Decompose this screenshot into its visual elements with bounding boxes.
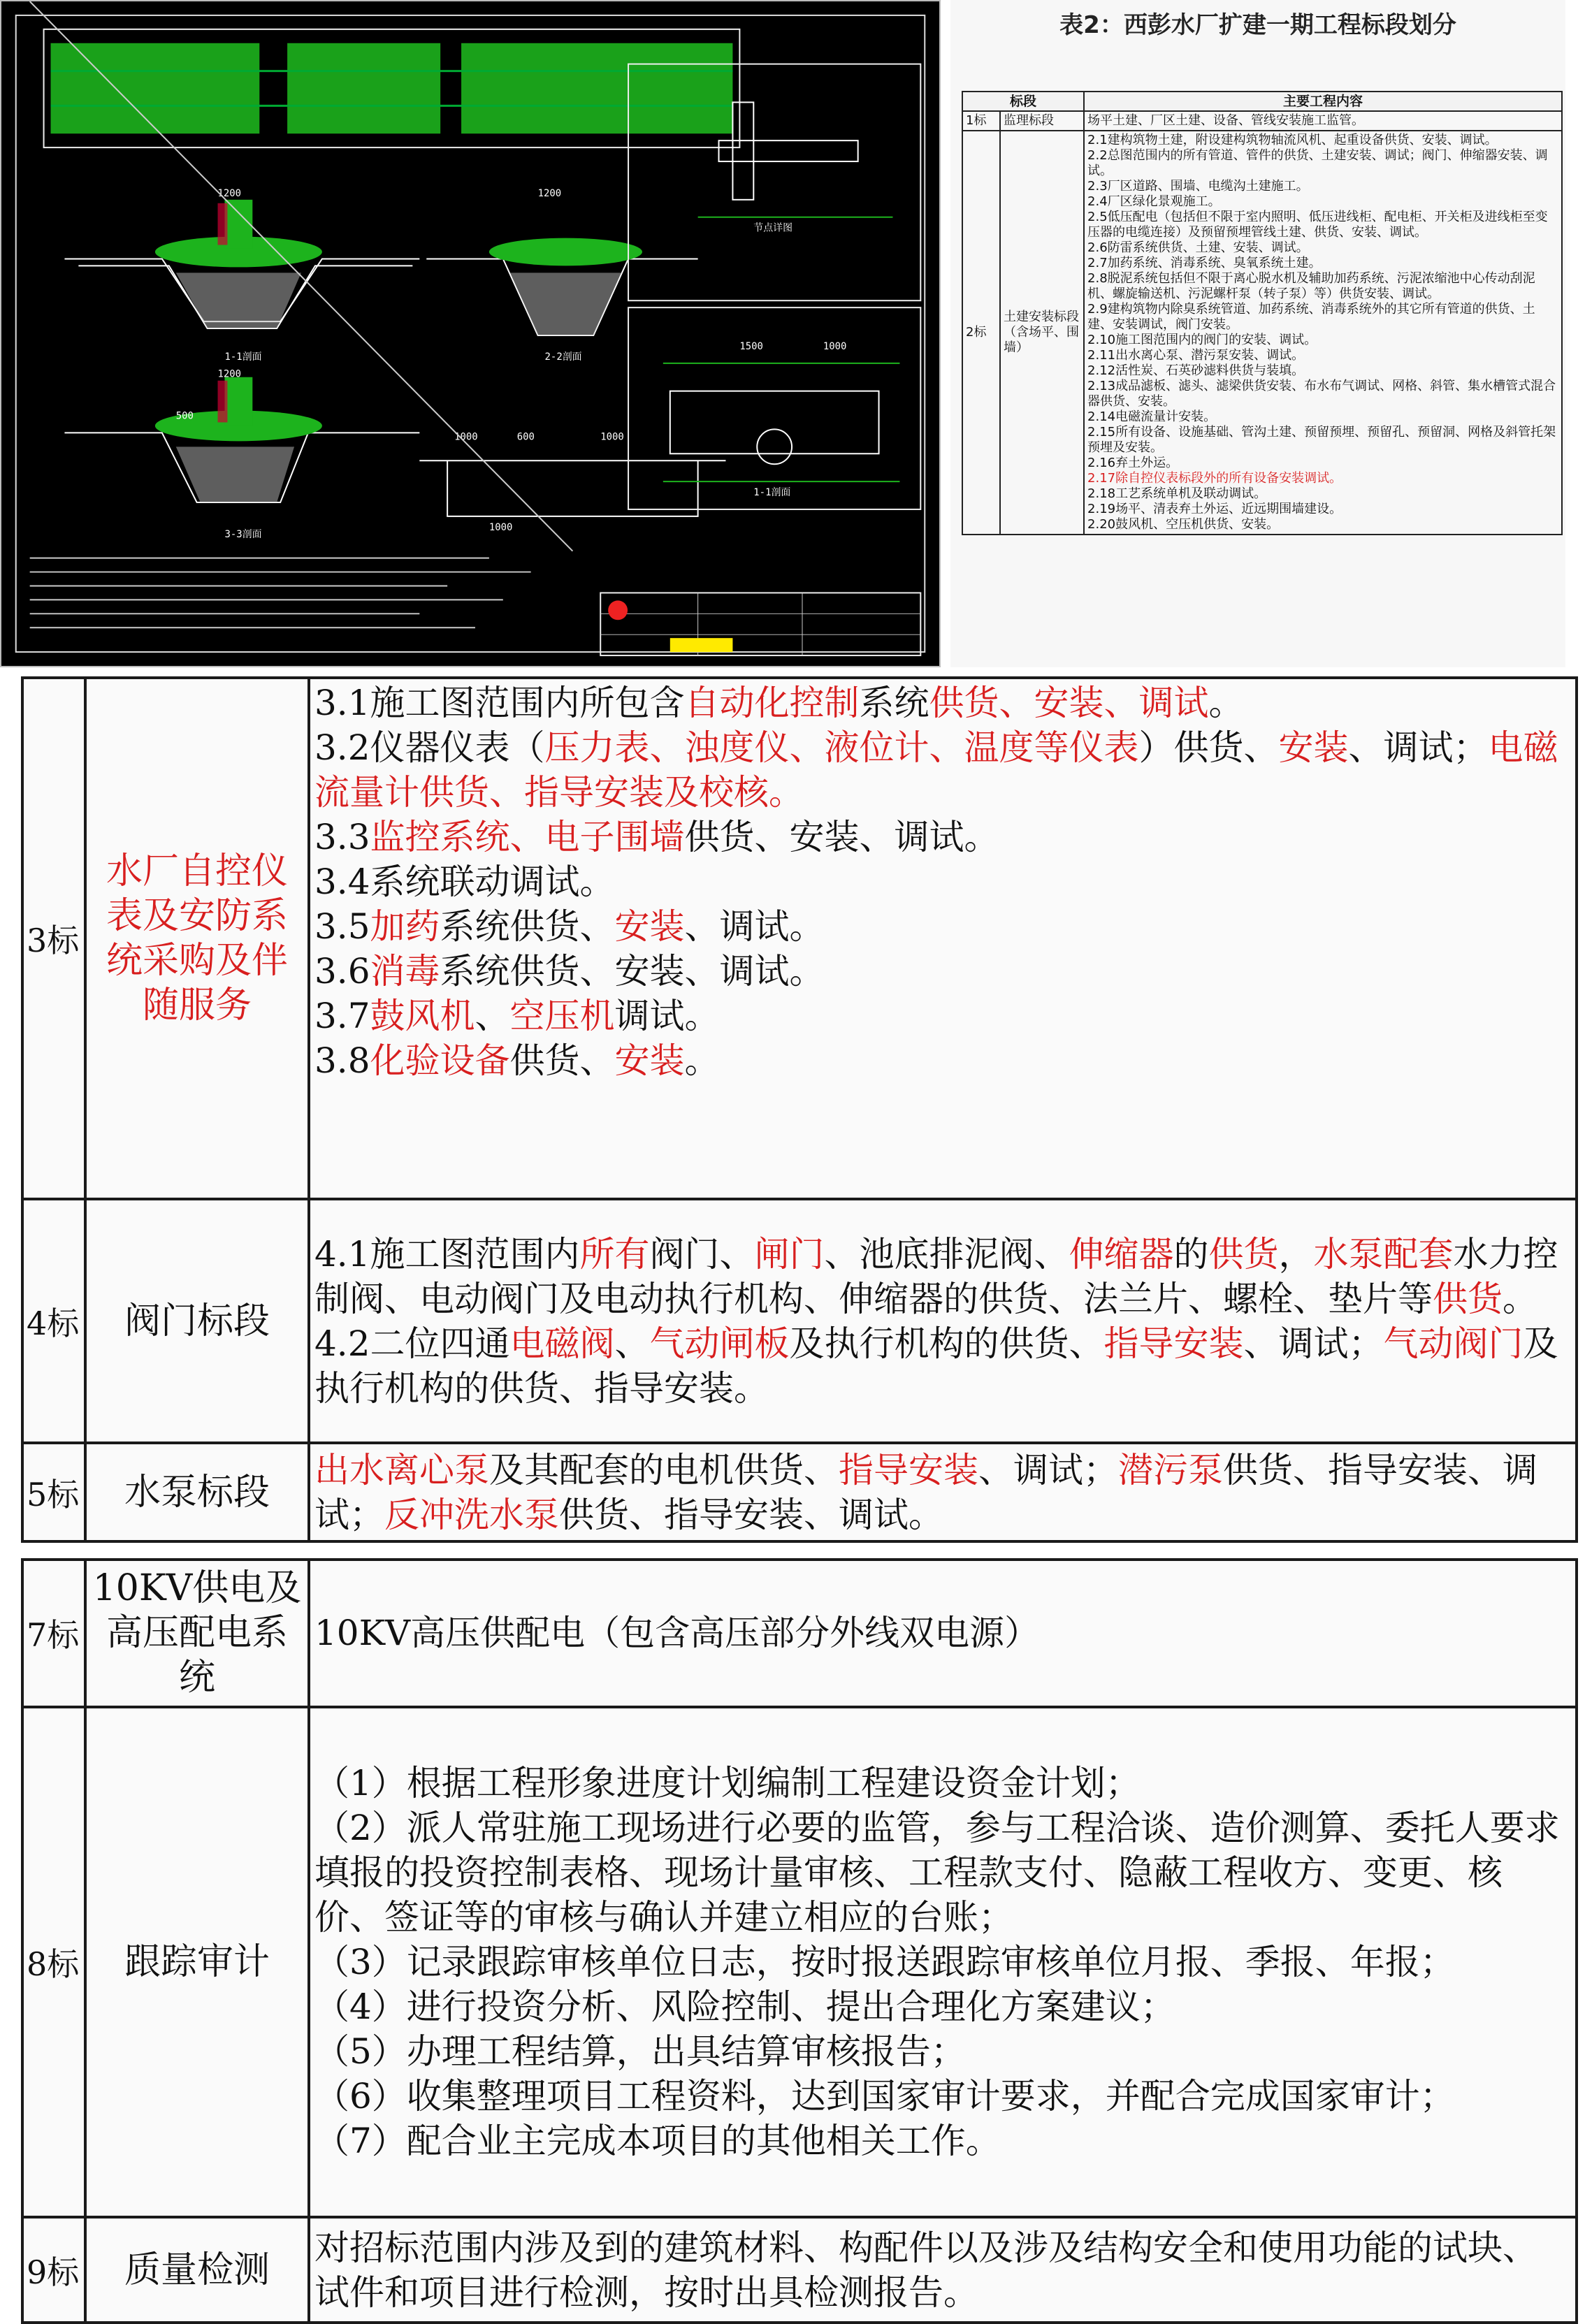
cad-dim: 1200 bbox=[537, 187, 562, 199]
content-line: （2）派人常驻施工现场进行必要的监管，参与工程洽谈、造价测算、委托人要求填报的投资控制表格、现场计量审核、工程款支付、隐蔽工程收方、变更、核价、签证等的审核与确认并建立相应的台账； bbox=[314, 1808, 1560, 1938]
content-text: 、 bbox=[475, 996, 510, 1036]
content-text: 3.4系统联动调试。 bbox=[314, 862, 615, 902]
row-section: 10KV供电及高压配电系统 bbox=[85, 1560, 309, 1707]
content-text: 调试。 bbox=[614, 996, 720, 1036]
content-text: 。 bbox=[1503, 1278, 1537, 1319]
content-text: 供货、 bbox=[509, 1040, 615, 1081]
content-line: 2.3厂区道路、围墙、电缆沟土建施工。 bbox=[1087, 179, 1309, 194]
highlight-text: 出水离心泵 bbox=[314, 1449, 489, 1490]
cad-label: 2-2剖面 bbox=[544, 351, 582, 363]
highlight-text: 安装 bbox=[1278, 727, 1349, 768]
content-text: 3.6 bbox=[314, 951, 370, 992]
highlight-text: 伸缩器 bbox=[1069, 1233, 1174, 1274]
row-content: 场平土建、厂区土建、设备、管线安装施工监管。 bbox=[1084, 111, 1562, 131]
cad-label: 节点详图 bbox=[753, 222, 793, 234]
highlight-text: 鼓风机 bbox=[370, 996, 475, 1036]
table-row bbox=[962, 131, 1562, 535]
content-text: 、调试。 bbox=[684, 906, 825, 947]
row-content: 10KV高压供配电（包含高压部分外线双电源） bbox=[309, 1560, 1577, 1707]
content-line bbox=[314, 1321, 1571, 1411]
content-line: 2.6防雷系统供货、土建、安装、调试。 bbox=[1087, 240, 1309, 255]
row-section: 土建安装标段（含场平、围墙） bbox=[1000, 131, 1084, 535]
cad-label: 1-1剖面 bbox=[753, 487, 791, 499]
row-content bbox=[309, 1443, 1577, 1541]
section-a-table bbox=[21, 676, 1578, 1543]
content-line: （6）收集整理项目工程资料，达到国家审计要求，并配合完成国家审计； bbox=[314, 2076, 1455, 2117]
content-line: （3）记录跟踪审核单位日志，按时报送跟踪审核单位月报、季报、年报； bbox=[314, 1942, 1455, 1983]
row-section: 水厂自控仪表及安防系统采购及伴随服务 bbox=[85, 678, 309, 1199]
row-content bbox=[309, 678, 1577, 1199]
highlight-text: 压力表、浊度仪、液位计、温度等仪表 bbox=[544, 727, 1139, 768]
section-a bbox=[21, 676, 1578, 1543]
content-text: 3.2仪器仪表（ bbox=[314, 727, 545, 768]
table-row bbox=[22, 1707, 1577, 2218]
highlight-text: 电磁流量计供货、指导安装及校核。 bbox=[314, 727, 1558, 813]
content-line: 2.5低压配电（包括但不限于室内照明、低压进线柜、配电柜、开关柜及进线柜至变压器的电缆连接）及预留预埋管线土建、供货、安装、调试。 bbox=[1087, 210, 1548, 240]
content-line: 2.12活性炭、石英砂滤料供货与装填。 bbox=[1087, 363, 1305, 378]
content-text: 水力控制阀、电动阀门及电动执行机构、伸缩器的供货、法兰片、螺栓、垫片等 bbox=[314, 1233, 1558, 1319]
cad-label: 3-3剖面 bbox=[224, 528, 262, 540]
content-line: 2.16弃土外运。 bbox=[1087, 456, 1179, 470]
highlight-text: 加药 bbox=[370, 906, 440, 947]
section-b bbox=[21, 1558, 1578, 2324]
content-line: 2.2总图范围内的所有管道、管件的供货、土建安装、调试；阀门、伸缩器安装、调试。 bbox=[1087, 148, 1548, 178]
content-text: 。 bbox=[684, 1040, 720, 1081]
row-section: 跟踪审计 bbox=[85, 1707, 309, 2218]
header-content: 主要工程内容 bbox=[1084, 92, 1562, 111]
cad-dim: 500 bbox=[175, 410, 194, 422]
table-header-row bbox=[962, 92, 1562, 111]
cad-dim: 1000 bbox=[488, 521, 513, 533]
content-text: 3.1施工图范围内所包含 bbox=[314, 683, 685, 723]
highlight-text: 自动化控制 bbox=[684, 683, 860, 723]
content-line: 2.18工艺系统单机及联动调试。 bbox=[1087, 486, 1267, 501]
content-text: 、调试； bbox=[1243, 1323, 1384, 1364]
row-section: 质量检测 bbox=[85, 2217, 309, 2323]
highlight-text: 供货 bbox=[1208, 1233, 1279, 1274]
cad-drawing bbox=[0, 0, 941, 667]
cad-dim: 1200 bbox=[217, 187, 242, 199]
highlight-text: 潜污泵 bbox=[1118, 1449, 1223, 1490]
row-content: 对招标范围内涉及到的建筑材料、构配件以及涉及结构安全和使用功能的试块、试件和项目进行检测，按时出具检测报告。 bbox=[309, 2217, 1577, 2323]
row-index: 2标 bbox=[962, 131, 1000, 535]
content-line: 2.10施工图范围内的阀门的安装、调试。 bbox=[1087, 333, 1317, 347]
content-text: 及执行机构的供货、指导安装。 bbox=[314, 1323, 1558, 1409]
highlight-text: 化验设备 bbox=[370, 1040, 510, 1081]
table-row bbox=[22, 678, 1577, 1199]
content-line: 2.9建构筑物内除臭系统管道、加药系统、消毒系统外的其它所有管道的供货、土建、安装调试，阀门安装。 bbox=[1087, 302, 1535, 332]
content-text: 3.7 bbox=[314, 996, 370, 1036]
cad-label: 1-1剖面 bbox=[224, 351, 262, 363]
row-section: 水泵标段 bbox=[85, 1443, 309, 1541]
content-line: 2.19场平、清表弃土外运、近远期围墙建设。 bbox=[1087, 502, 1342, 516]
content-line bbox=[314, 949, 1571, 994]
section-gap bbox=[0, 1543, 1585, 1558]
highlight-text: 气动阀门 bbox=[1383, 1323, 1524, 1364]
content-line: 2.17除自控仪表标段外的所有设备安装调试。 bbox=[1087, 471, 1342, 486]
table2 bbox=[962, 91, 1563, 535]
row-index: 1标 bbox=[962, 111, 1000, 131]
table2-title: 表2：西彭水厂扩建一期工程标段划分 bbox=[1059, 11, 1456, 39]
highlight-text: 电磁阀 bbox=[509, 1323, 615, 1364]
highlight-text: 反冲洗水泵 bbox=[384, 1494, 559, 1535]
row-index: 8标 bbox=[22, 1707, 85, 2218]
content-line: 2.4厂区绿化景观施工。 bbox=[1087, 194, 1221, 209]
row-content bbox=[309, 1199, 1577, 1443]
content-text: 系统供货、安装、调试。 bbox=[440, 951, 825, 992]
content-text: 4.2二位四通 bbox=[314, 1323, 510, 1364]
highlight-text: 安装 bbox=[614, 1040, 685, 1081]
content-line: （7）配合业主完成本项目的其他相关工作。 bbox=[314, 2121, 1001, 2162]
highlight-text: 水泵配套 bbox=[1313, 1233, 1454, 1274]
highlight-text: 气动闸板 bbox=[649, 1323, 790, 1364]
table-row bbox=[22, 1443, 1577, 1541]
cad-dim: 1500 bbox=[739, 340, 763, 352]
content-text: 系统 bbox=[859, 683, 929, 723]
row-index: 5标 bbox=[22, 1443, 85, 1541]
content-line bbox=[314, 725, 1571, 815]
content-text: 及执行机构的供货、 bbox=[789, 1323, 1104, 1364]
content-text: 3.5 bbox=[314, 906, 370, 947]
content-line: 2.11出水离心泵、潜污泵安装、调试。 bbox=[1087, 348, 1305, 363]
content-text: ）供货、 bbox=[1138, 727, 1279, 768]
content-line bbox=[314, 1232, 1571, 1321]
cad-dim: 600 bbox=[516, 431, 535, 443]
table-row bbox=[962, 111, 1562, 131]
cad-drawing-svg bbox=[1, 1, 939, 666]
content-text: 3.3 bbox=[314, 817, 370, 857]
cad-dim: 1000 bbox=[600, 431, 624, 443]
content-text: 。 bbox=[1208, 683, 1244, 723]
highlight-text: 安装 bbox=[614, 906, 685, 947]
content-line bbox=[314, 859, 1571, 904]
content-line: 2.14电磁流量计安装。 bbox=[1087, 409, 1217, 424]
cad-dim: 1200 bbox=[217, 368, 242, 380]
content-line: 2.1建构筑物土建，附设建构筑物轴流风机、起重设备供货、安装、调试。 bbox=[1087, 133, 1498, 147]
row-content bbox=[309, 1707, 1577, 2218]
content-text: ， bbox=[1278, 1233, 1314, 1274]
content-text: 供货、安装、调试。 bbox=[684, 817, 999, 857]
cad-dim: 1000 bbox=[454, 431, 478, 443]
content-text: 、池底排泥阀、 bbox=[824, 1233, 1069, 1274]
content-line: 2.15所有设备、设施基础、管沟土建、预留预埋、预留孔、预留洞、网格及斜管托架预埋及安装。 bbox=[1087, 425, 1556, 455]
highlight-text: 指导安装 bbox=[839, 1449, 978, 1490]
content-line bbox=[314, 1038, 1571, 1083]
table-row bbox=[22, 1560, 1577, 1707]
content-text: 、调试； bbox=[1348, 727, 1489, 768]
content-text: 、 bbox=[614, 1323, 650, 1364]
content-text: 供货、指导安装、调试； bbox=[314, 1449, 1537, 1535]
content-text: 供货、指导安装、调试。 bbox=[559, 1494, 943, 1535]
row-section: 阀门标段 bbox=[85, 1199, 309, 1443]
content-text: 3.8 bbox=[314, 1040, 370, 1081]
row-index: 4标 bbox=[22, 1199, 85, 1443]
header-section: 标段 bbox=[962, 92, 1084, 111]
content-text: 4.1施工图范围内 bbox=[314, 1233, 580, 1274]
row-index: 3标 bbox=[22, 678, 85, 1199]
row-index: 9标 bbox=[22, 2217, 85, 2323]
content-line bbox=[314, 994, 1571, 1038]
table-row bbox=[22, 1199, 1577, 1443]
highlight-text: 所有 bbox=[579, 1233, 650, 1274]
content-text: 、调试； bbox=[978, 1449, 1118, 1490]
content-line: 2.13成品滤板、滤头、滤梁供货安装、布水布气调试、网格、斜管、集水槽管式混合器供货、安装。 bbox=[1087, 379, 1556, 409]
content-line bbox=[314, 815, 1571, 859]
highlight-text: 指导安装 bbox=[1103, 1323, 1244, 1364]
highlight-text: 闸门 bbox=[754, 1233, 825, 1274]
content-line: （1）根据工程形象进度计划编制工程建设资金计划； bbox=[314, 1763, 1141, 1804]
content-line bbox=[314, 1448, 1571, 1537]
cad-dim: 1000 bbox=[823, 340, 847, 352]
row-section: 监理标段 bbox=[1000, 111, 1084, 131]
content-line bbox=[314, 681, 1571, 725]
content-line: （4）进行投资分析、风险控制、提出合理化方案建议； bbox=[314, 1987, 1175, 2028]
highlight-text: 监控系统、电子围墙 bbox=[370, 817, 685, 857]
content-line: 2.20鼓风机、空压机供货、安装。 bbox=[1087, 517, 1280, 532]
content-line: 2.7加药系统、消毒系统、臭氧系统土建。 bbox=[1087, 256, 1322, 270]
content-line bbox=[314, 904, 1571, 949]
highlight-text: 消毒 bbox=[370, 951, 440, 992]
table2-panel bbox=[950, 0, 1565, 667]
content-text: 阀门、 bbox=[649, 1233, 755, 1274]
highlight-text: 供货、安装、调试 bbox=[929, 683, 1209, 723]
content-line: （5）办理工程结算，出具结算审核报告； bbox=[314, 2031, 966, 2072]
highlight-text: 供货 bbox=[1433, 1278, 1503, 1319]
content-text: 及其配套的电机供货、 bbox=[489, 1449, 839, 1490]
content-line: 2.8脱泥系统包括但不限于离心脱水机及辅助加药系统、污泥浓缩池中心传动刮泥机、螺旋输送机、污泥螺杆泵（转子泵）等）供货安装、调试。 bbox=[1087, 271, 1535, 301]
highlight-text: 空压机 bbox=[509, 996, 615, 1036]
content-text: 的 bbox=[1173, 1233, 1209, 1274]
section-b-table bbox=[21, 1558, 1578, 2324]
row-content bbox=[1084, 131, 1562, 535]
table-row bbox=[22, 2217, 1577, 2323]
content-text: 系统供货、 bbox=[440, 906, 615, 947]
row-index: 7标 bbox=[22, 1560, 85, 1707]
